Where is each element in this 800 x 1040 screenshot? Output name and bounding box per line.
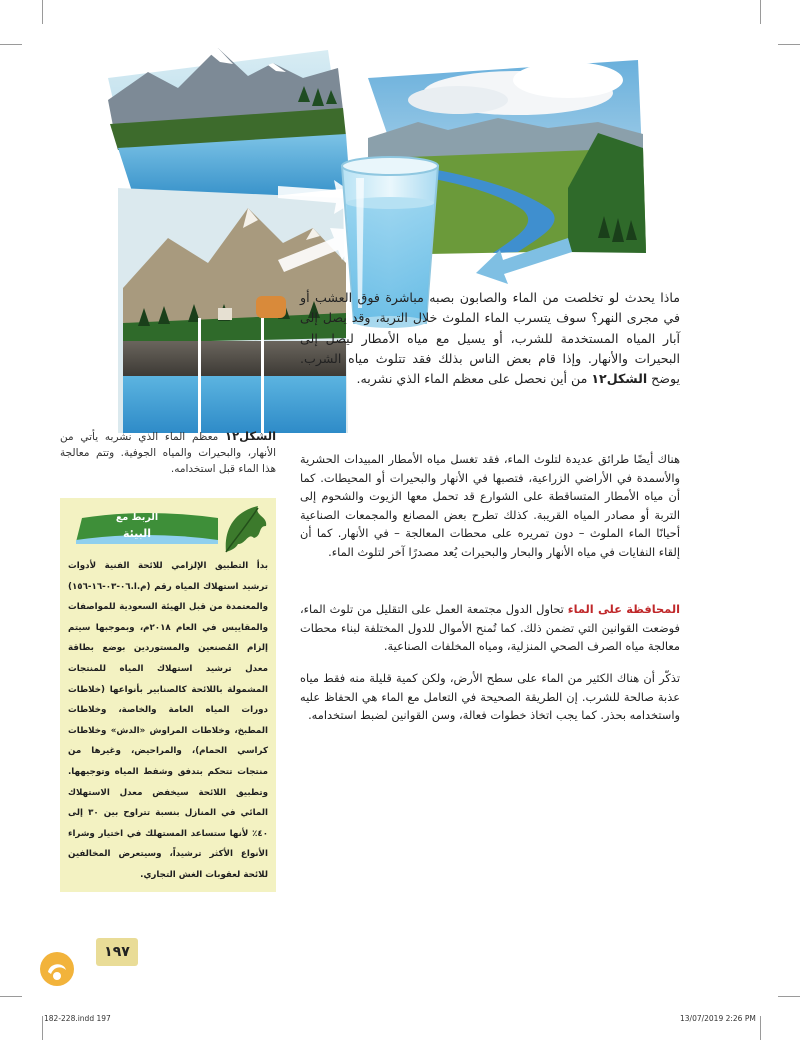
caption-label: الشكل١٢ [225,429,277,443]
figure-ref-after: من أين نحصل على معظم الماء الذي نشربه. [356,371,592,387]
figure-ref-before: يوضح [647,371,680,387]
sidebar-text: بدأ التطبيق الإلزامي للائحة الفنية لأدوات ترشيد استهلاك المياه رقم (م.ا.٠٦-٠٣-١٦-١٥٦) والمعتمدة من قبل الهيئة السعودية للمواصفات والمقاييس في العام ٢٠١٨م، وبموجبها سيتم إلزام المُصنعين والمستوردين بوضع بطاقة معدل ترشيد استهلاك المياه للمنتجات المشمولة باللائحة كالصنابير بأنواعها (خلاطات دورات المياه العامة والخاصة، وخلاطات المطبخ، وخلاطات المراوش «الدش» وخلاطات كراسي الحمام)، والمراحيض، وغيرها من منتجات تتحكم بتدفق وشفط المياه وتوجيهها. وتطبيق اللائحة سيخفض معدل الاستهلاك المائي في المنازل بنسبة تتراوح بين ٣٠ إلى ٤٠٪ لأنها ستساعد المستهلك في اختيار وشراء الأنواع الأكثر ترشيداً، وسيتعرض المخالفين للائحة لعقوبات الغش التجاري. [68,561,268,880]
page-number: ١٩٧ [96,938,138,966]
figure-caption [60,428,276,477]
conservation-paragraph [300,600,680,656]
badge-line-2: البيئة [122,527,152,540]
caption-text: معظم الماء الذي نشربه يأتي من الأنهار، والبحيرات والمياه الجوفية. وتتم معالجة هذا الماء قبل استخدامه. [60,431,276,475]
crop-mark [0,996,22,997]
figure-ref-label: الشكل١٢ [591,371,648,387]
footer-timestamp: 13/07/2019 2:26 PM [680,1014,756,1023]
conservation-text: تحاول الدول مجتمعة العمل على التقليل من تلوث الماء، فوضعت القوانين التي تضمن ذلك. كما تُمنح الأموال للدول المختلفة لبناء محطات معالجة مياه الصرف الصحي المنزلية، ومياه المخلفات الصناعية. [300,602,680,654]
lake-scene [108,48,350,210]
crop-mark [42,0,43,24]
remember-paragraph: تذكّر أن هناك الكثير من الماء على سطح الأرض، ولكن كمية قليلة منه فقط مياه عذبة صالحة للشرب. إن الطريقة الصحيحة في التعامل مع الماء هي الحفاظ عليه واستخدامه بحذر. كما يجب اتخاذ خطوات فعالة، وسن القوانين لضبط استخدامه. [300,671,680,723]
crop-mark [760,1016,761,1040]
intro-paragraph [300,288,680,389]
environment-sidebar [60,498,276,892]
badge-line-1: الربط مع [115,512,159,523]
intro-text: ماذا يحدث لو تخلصت من الماء والصابون بصبه مباشرة فوق العشب أو في مجرى النهر؟ سوف يتسرب الماء الملوث خلال التربة، وقد يصل إلى آبار المياه المستخدمة للشرب، أو يسيل مع مياه الأمطار ليصل إلى البحيرات والأنهار. وإذا قام بعض الناس بذلك فقد تتلوث مياه الشرب. [300,290,680,366]
conservation-heading: المحافظة على الماء [567,602,680,616]
pollution-paragraph: هناك أيضًا طرائق عديدة لتلوث الماء، فقد تغسل مياه الأمطار المبيدات الحشرية والأسمدة في الأراضي الزراعية، فتصبها في الأنهار والبحيرات أو المحيطات. كما أن مياه الأمطار المتساقطة على الشوارع قد تحمل معها الزيوت والشحوم إلى التربة أو مصادر المياه القريبة. كذلك تطرح بعض المصانع والمجمعات الصناعية أحيانًا الماء الملوث – دون تمريره على محطات المعالجة – في الأنهار. كما أن إلقاء النفايات في مياه الأنهار والبحار والبحيرات يُعد مصدرًا آخر لتلوث الماء. [300,452,680,559]
leaf-icon [218,502,274,556]
crop-mark [778,44,800,45]
crop-mark [760,0,761,24]
crop-mark [778,996,800,997]
publisher-logo-icon [38,950,76,988]
crop-mark [42,1016,43,1040]
crop-mark [0,44,22,45]
footer-file-info: 182-228.indd 197 [44,1014,111,1023]
